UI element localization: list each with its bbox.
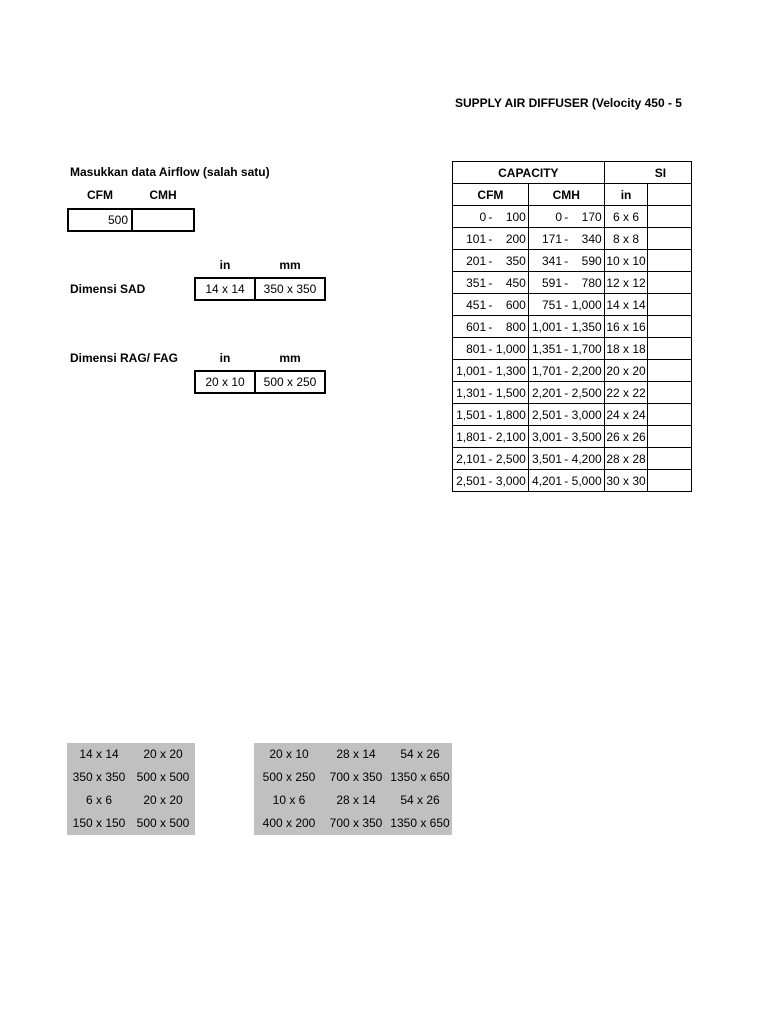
size-in-header: in [604, 184, 648, 206]
lookup-cell: 1350 x 650 [390, 770, 450, 784]
size-mm-cell [648, 382, 692, 404]
size-mm-cell [648, 404, 692, 426]
airflow-input-label: Masukkan data Airflow (salah satu) [70, 165, 270, 179]
lookup-cell: 54 x 26 [400, 793, 440, 807]
capacity-row [453, 426, 692, 448]
capacity-row [453, 360, 692, 382]
cfm-range-cell: 351 - 450 [453, 272, 529, 294]
size-in-cell: 6 x 6 [604, 206, 648, 228]
lookup-table-rag [254, 743, 452, 835]
cfm-range-cell: 1,301 - 1,500 [453, 382, 529, 404]
cfm-input-field[interactable]: 500 [69, 210, 133, 230]
cmh-range-cell: 0 - 170 [528, 206, 604, 228]
cfm-range-cell: 451 - 600 [453, 294, 529, 316]
cmh-range-cell: 1,351 - 1,700 [528, 338, 604, 360]
cmh-range-cell: 1,001 - 1,350 [528, 316, 604, 338]
lookup-cell: 6 x 6 [85, 793, 112, 807]
size-mm-cell [648, 294, 692, 316]
size-mm-cell [648, 250, 692, 272]
size-mm-cell [648, 448, 692, 470]
size-mm-cell [648, 426, 692, 448]
lookup-cell: 150 x 150 [72, 816, 126, 830]
cmh-range-cell: 751 - 1,000 [528, 294, 604, 316]
cmh-range-cell: 3,001 - 3,500 [528, 426, 604, 448]
cmh-range-cell: 591 - 780 [528, 272, 604, 294]
size-in-cell: 8 x 8 [604, 228, 648, 250]
size-in-cell: 28 x 28 [604, 448, 648, 470]
size-mm-header [648, 184, 692, 206]
sad-mm-header: mm [279, 258, 301, 272]
cfm-column-header: CFM [87, 188, 113, 202]
cmh-range-cell: 1,701 - 2,200 [528, 360, 604, 382]
sad-in-header: in [219, 258, 231, 272]
rag-mm-header: mm [279, 351, 301, 365]
cfm-range-cell: 101 - 200 [453, 228, 529, 250]
size-mm-cell [648, 272, 692, 294]
cfm-range-cell: 801 - 1,000 [453, 338, 529, 360]
size-in-cell: 16 x 16 [604, 316, 648, 338]
lookup-cell: 500 x 250 [262, 770, 316, 784]
cmh-range-cell: 171 - 340 [528, 228, 604, 250]
lookup-cell: 500 x 500 [136, 770, 190, 784]
size-in-cell: 24 x 24 [604, 404, 648, 426]
cmh-range-cell: 2,201 - 2,500 [528, 382, 604, 404]
lookup-cell: 14 x 14 [79, 747, 119, 761]
lookup-cell: 28 x 14 [336, 793, 376, 807]
rag-label: Dimensi RAG/ FAG [70, 351, 179, 365]
size-mm-cell [648, 360, 692, 382]
size-in-cell: 12 x 12 [604, 272, 648, 294]
lookup-cell: 54 x 26 [400, 747, 440, 761]
rag-mm-value: 500 x 250 [263, 375, 317, 389]
size-in-cell: 10 x 10 [604, 250, 648, 272]
size-mm-cell [648, 228, 692, 250]
cmh-range-cell: 341 - 590 [528, 250, 604, 272]
capacity-table [452, 161, 692, 492]
sad-in-value: 14 x 14 [196, 279, 256, 299]
capacity-row [453, 338, 692, 360]
lookup-cell: 350 x 350 [72, 770, 126, 784]
cmh-range-cell: 3,501 - 4,200 [528, 448, 604, 470]
capacity-row [453, 294, 692, 316]
lookup-cell: 400 x 200 [262, 816, 316, 830]
lookup-cell: 1350 x 650 [390, 816, 450, 830]
size-mm-cell [648, 206, 692, 228]
capacity-row [453, 448, 692, 470]
lookup-cell: 20 x 10 [269, 747, 309, 761]
capacity-row [453, 382, 692, 404]
lookup-cell: 700 x 350 [329, 770, 383, 784]
size-header: SI [604, 162, 691, 184]
size-in-cell: 30 x 30 [604, 470, 648, 492]
cmh-range-cell: 4,201 - 5,000 [528, 470, 604, 492]
cfm-range-cell: 601 - 800 [453, 316, 529, 338]
cfm-range-cell: 1,501 - 1,800 [453, 404, 529, 426]
cfm-range-cell: 2,501 - 3,000 [453, 470, 529, 492]
size-mm-cell [648, 316, 692, 338]
capacity-row [453, 470, 692, 492]
sad-mm-value: 350 x 350 [263, 282, 317, 296]
size-in-cell: 14 x 14 [604, 294, 648, 316]
sad-label: Dimensi SAD [70, 282, 146, 296]
capacity-row [453, 316, 692, 338]
size-in-cell: 18 x 18 [604, 338, 648, 360]
lookup-cell: 10 x 6 [272, 793, 306, 807]
cmh-column-header: CMH [149, 188, 177, 202]
capacity-row [453, 206, 692, 228]
size-in-cell: 22 x 22 [604, 382, 648, 404]
rag-in-value: 20 x 10 [196, 372, 256, 392]
cmh-range-cell: 2,501 - 3,000 [528, 404, 604, 426]
size-in-cell: 20 x 20 [604, 360, 648, 382]
lookup-cell: 20 x 20 [143, 747, 183, 761]
cfm-range-cell: 0 - 100 [453, 206, 529, 228]
cfm-range-cell: 2,101 - 2,500 [453, 448, 529, 470]
lookup-table-sad [67, 743, 195, 835]
capacity-row [453, 272, 692, 294]
capacity-row [453, 228, 692, 250]
size-mm-cell [648, 338, 692, 360]
cfm-range-cell: 1,801 - 2,100 [453, 426, 529, 448]
lookup-cell: 700 x 350 [329, 816, 383, 830]
lookup-cell: 20 x 20 [143, 793, 183, 807]
rag-in-header: in [219, 351, 231, 365]
capacity-header: CAPACITY [453, 162, 605, 184]
cfm-range-cell: 201 - 350 [453, 250, 529, 272]
capacity-cmh-header: CMH [528, 184, 604, 206]
page-title: SUPPLY AIR DIFFUSER (Velocity 450 - 5 [455, 96, 682, 110]
lookup-cell: 500 x 500 [136, 816, 190, 830]
lookup-cell: 28 x 14 [336, 747, 376, 761]
size-in-cell: 26 x 26 [604, 426, 648, 448]
capacity-row [453, 250, 692, 272]
capacity-table-body [453, 206, 692, 492]
capacity-row [453, 404, 692, 426]
capacity-cfm-header: CFM [453, 184, 529, 206]
cfm-range-cell: 1,001 - 1,300 [453, 360, 529, 382]
size-mm-cell [648, 470, 692, 492]
